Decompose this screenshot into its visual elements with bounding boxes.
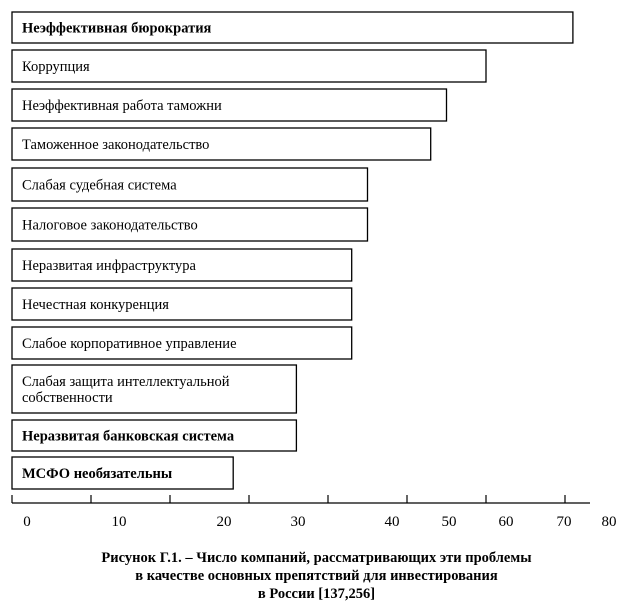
x-tick-label: 40 (384, 514, 400, 530)
x-axis-tick-labels (23, 514, 616, 530)
bar-label: Неэффективная работа таможни (22, 98, 222, 114)
bar-label: Неразвитая банковская система (22, 428, 235, 445)
figure-caption (0, 549, 633, 603)
bar-label: Нечестная конкуренция (22, 297, 169, 313)
bar-item (12, 50, 486, 82)
bar-item (12, 288, 352, 320)
bar-item (12, 12, 573, 43)
bar-item (12, 365, 296, 413)
x-tick-label: 50 (441, 514, 457, 530)
bar-item (12, 420, 296, 451)
bar-label: Коррупция (22, 59, 90, 75)
bar-item (12, 249, 352, 281)
bar-label: Слабая судебная система (22, 177, 177, 194)
bar-label: Неразвитая инфраструктура (22, 258, 196, 274)
x-tick-label: 30 (290, 514, 306, 530)
bar-label: собственности (22, 390, 113, 406)
bar-label: Слабая защита интеллектуальной (22, 374, 230, 390)
bar-item (12, 168, 368, 201)
x-tick-label: 20 (216, 514, 232, 530)
x-tick-label: 10 (111, 514, 127, 530)
bar-item (12, 89, 447, 121)
bar-label: МСФО необязательны (22, 466, 173, 482)
bar-item (12, 128, 431, 160)
caption-line-1: Рисунок Г.1. – Число компаний, рассматривающих эти проблемы (101, 550, 532, 566)
bar-item (12, 457, 233, 489)
bar-label: Таможенное законодательство (22, 137, 210, 153)
x-tick-label: 60 (498, 514, 514, 530)
x-axis-ticks (12, 495, 565, 503)
bar-item (12, 327, 352, 359)
bar-label: Налоговое законодательство (22, 217, 198, 234)
bar-label: Слабое корпоративное управление (22, 336, 237, 352)
bar-item (12, 208, 368, 241)
bar-label: Неэффективная бюрократия (22, 20, 212, 37)
x-tick-label: 0 (23, 514, 31, 530)
x-tick-label: 80 (601, 514, 617, 530)
caption-line-2: в качестве основных препятствий для инвестирования (135, 568, 498, 584)
x-tick-label: 70 (556, 514, 572, 530)
bars-group (12, 12, 573, 489)
caption-line-3: в России [137,256] (257, 586, 376, 602)
